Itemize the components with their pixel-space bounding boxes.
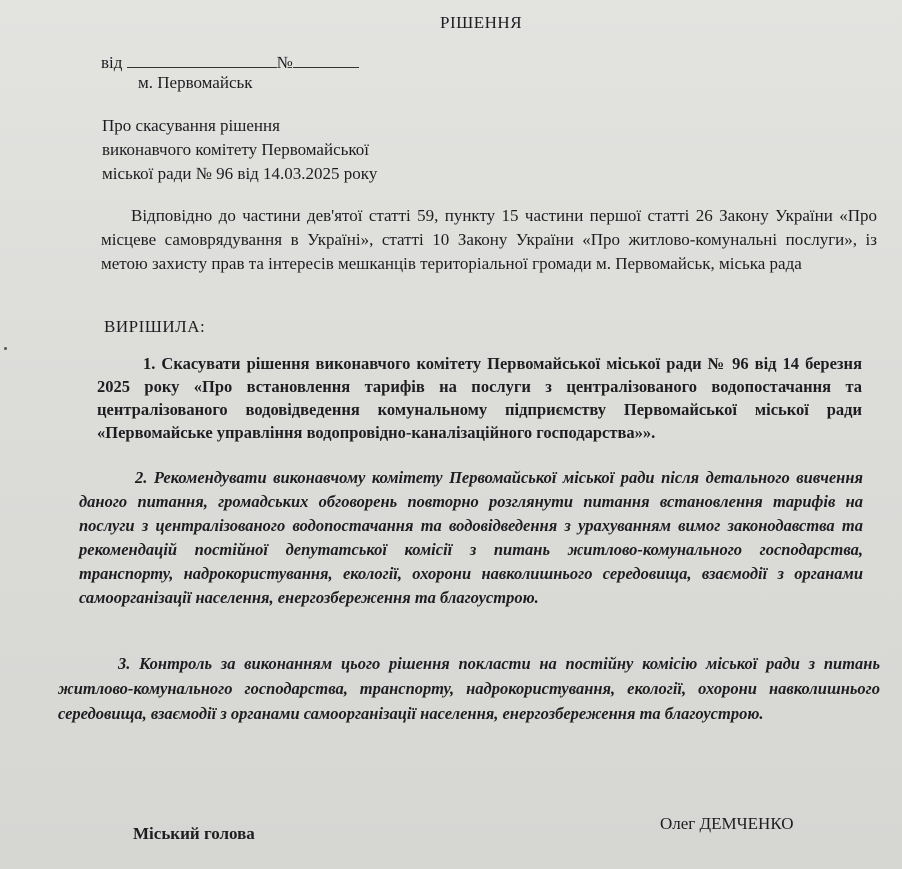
item-text: 3. Контроль за виконанням цього рішення покласти на постійну комісію міської ради з питань житлово-комунального господарства, транспорту, надрокористування, екології, охорони навколишнього середовища, взаємодії з органами самоорганізації населення, енергозбереження та благоустрою. (58, 654, 880, 723)
date-label: від (101, 53, 123, 72)
paper-mark (4, 347, 7, 350)
resolved-heading: ВИРІШИЛА: (104, 317, 206, 336)
subject-line: виконавчого комітету Первомайської (102, 140, 369, 159)
item-text: 1. Скасувати рішення виконавчого комітету Первомайської міської ради № 96 від 14 березня 2025 року «Про встановлення тарифів на послуги з централізованого водопостачання та централізованого водовідведення комунальному підприємству Первомайської міської ради «Первомайське управління водопровідно-каналізаційного господарства»». (97, 354, 862, 442)
preamble-paragraph (101, 204, 877, 276)
preamble-text: Відповідно до частини дев'ятої статті 59, пункту 15 частини першої статті 26 Закону України «Про місцеве самоврядування в Україні», статті 10 Закону України «Про житлово-комунальні послуги», із метою захисту прав та інтересів мешканців територіальної громади м. Первомайськ, міська рада (101, 206, 877, 273)
signature-position: Міський голова (133, 824, 255, 843)
document-title: РІШЕННЯ (440, 13, 523, 32)
item-text: 2. Рекомендувати виконавчому комітету Первомайської міської ради після детального вивчення даного питання, громадських обговорень повторно розглянути питання встановлення тарифів на послуги з централізованого водопостачання та водовідведення з урахуванням вимог законодавства та рекомендацій постійної депутатської комісії з питань житлово-комунального господарства, транспорту, надрокористування, екології, охорони навколишнього середовища, взаємодії з органами самоорганізації населення, енергозбереження та благоустрою. (79, 468, 863, 607)
subject-line: Про скасування рішення (102, 116, 280, 135)
number-blank (293, 53, 359, 68)
number-label: № (276, 53, 293, 72)
decision-subject (102, 114, 377, 186)
date-number-line (101, 52, 359, 74)
signature-name: Олег ДЕМЧЕНКО (660, 814, 794, 833)
resolution-item-3 (58, 651, 880, 726)
resolution-item-1 (97, 352, 862, 444)
date-blank (127, 53, 277, 68)
subject-line: міської ради № 96 від 14.03.2025 року (102, 164, 378, 183)
resolution-item-2 (79, 466, 863, 610)
city-name: м. Первомайськ (138, 73, 253, 92)
